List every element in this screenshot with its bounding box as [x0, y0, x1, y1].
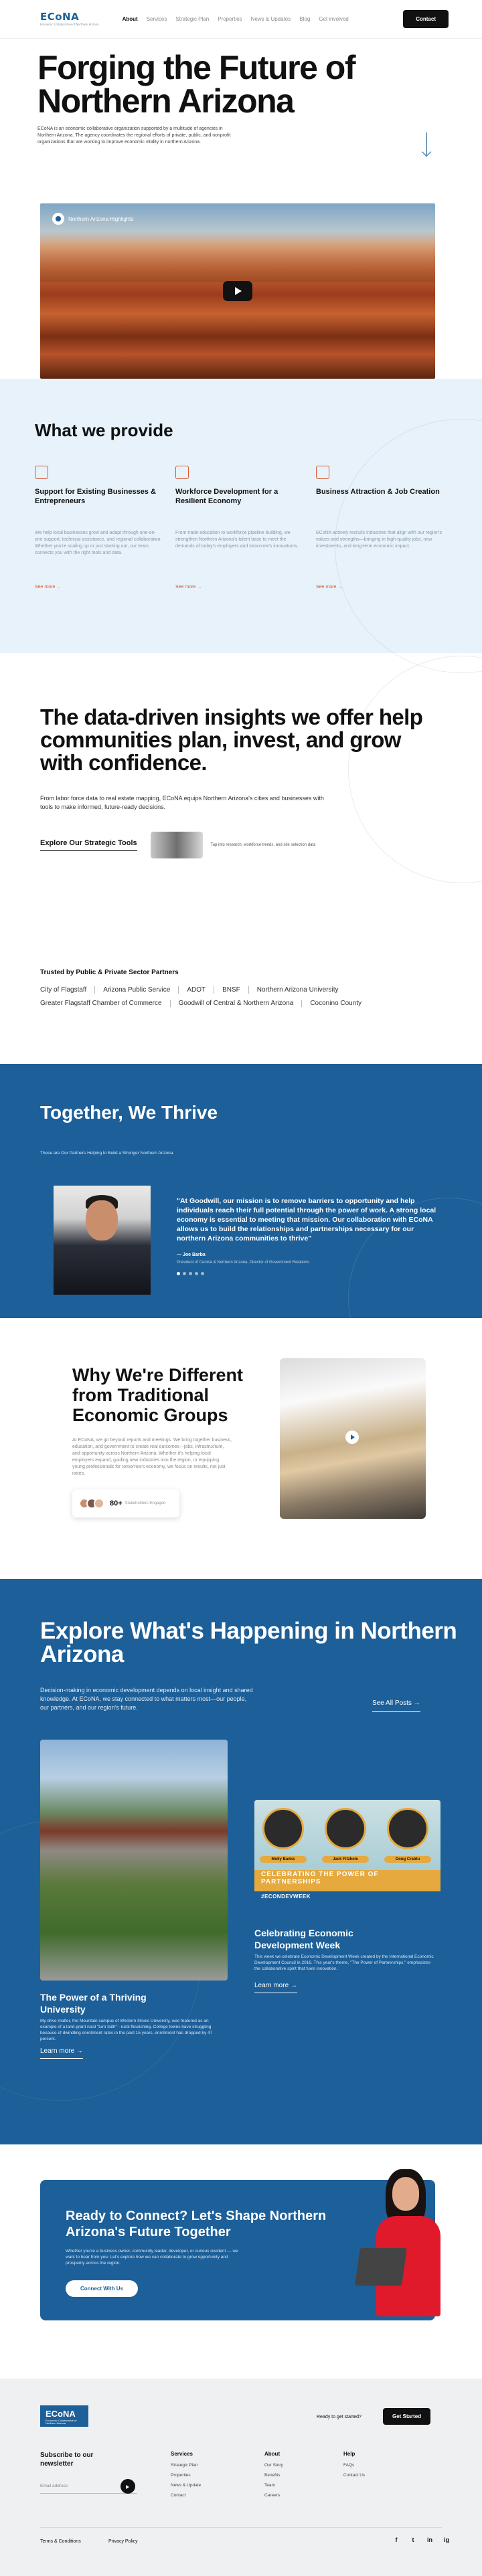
- trusted-title: Trusted by Public & Private Sector Partners: [40, 969, 179, 976]
- logo[interactable]: [40, 12, 99, 26]
- footer-link[interactable]: Contact: [171, 2493, 186, 2498]
- testimonial-photo: [54, 1186, 151, 1295]
- trusted-partners: [40, 969, 455, 1007]
- person-photo: [387, 1808, 428, 1849]
- arrow-down-icon[interactable]: [426, 132, 427, 155]
- ready-text: Ready to get started?: [317, 2415, 362, 2419]
- footer-logo-text: ECoNA: [46, 2409, 76, 2419]
- post-description: My drive matter, the Mountain campus of Western Illinois University, was featured as an example of a land-grant rural "turn faith" - rural flourishing. College towns have struggling because of dwindling enrollment rates in the past 15 years, enrollment has dropped by 47 percent.: [40, 2019, 213, 2041]
- cta-title: Ready to Connect? Let's Shape Northern Arizona's Future Together: [66, 2209, 327, 2239]
- logo-text: ECoNA: [40, 11, 80, 23]
- footer-logo[interactable]: [40, 2405, 88, 2427]
- testimonial-quote: "At Goodwill, our mission is to remove barriers to opportunity and help individuals reach their full potential through the power of work. A strong local economy is essential to meeting that mission. Our collaboration with ECoNA allows us to build the relationships and partnerships necessary for our northern Arizona communities to thrive": [177, 1197, 436, 1243]
- channel-icon: [52, 213, 64, 225]
- nav-blog[interactable]: Blog: [299, 16, 311, 22]
- see-all-posts-link[interactable]: See All Posts →: [372, 1699, 420, 1712]
- footer-link[interactable]: Our Story: [264, 2463, 283, 2468]
- partnership-banner: CELEBRATING THE POWER OF PARTNERSHIPS: [261, 1871, 379, 1885]
- partner-name: Greater Flagstaff Chamber of Commerce: [40, 1000, 162, 1007]
- video-badge-label: Northern Arizona Highlights: [68, 215, 134, 222]
- learn-more-link[interactable]: Learn more →: [254, 1982, 297, 1993]
- stat-value: 80+: [110, 1499, 123, 1507]
- hero-title: Forging the Future of Northern Arizona: [37, 49, 355, 120]
- explore-tools-link[interactable]: Explore Our Strategic Tools: [40, 839, 137, 851]
- privacy-link[interactable]: Privacy Policy: [108, 2539, 138, 2544]
- footer-link[interactable]: Team: [264, 2483, 275, 2488]
- hero: [0, 39, 482, 156]
- learn-more-link[interactable]: Learn more →: [40, 2047, 83, 2059]
- provide-card-title: Workforce Development for a Resilient Economy: [175, 488, 278, 505]
- logo-subtitle: Economic Collaborative of Northern Arizona: [40, 23, 99, 26]
- see-more-link[interactable]: See more →: [316, 585, 343, 589]
- provide-card: [35, 466, 162, 589]
- post-title[interactable]: Celebrating Economic Development Week: [254, 1928, 353, 1950]
- testimonial-author: — Joe Barba: [177, 1253, 206, 1257]
- video-badge: [52, 213, 133, 225]
- partner-list: [40, 986, 455, 1007]
- thumbs-up-icon: [316, 466, 329, 479]
- facebook-icon[interactable]: f: [395, 2537, 398, 2543]
- hero-desc-1: ECoNA is an economic collaborative organization supported by a multitude of agencies in Northern Arizona.: [37, 126, 223, 138]
- play-icon[interactable]: [345, 1431, 359, 1444]
- partner-name: Goodwill of Central & Northern Arizona: [170, 1000, 302, 1007]
- cta-person-image: [362, 2163, 455, 2323]
- contact-button[interactable]: Contact: [403, 10, 449, 28]
- different-description: At ECoNA, we go beyond reports and meetings. We bring together business, education, and government to create real outcomes—jobs, infrastructure, and opportunity across Northern Arizona. Whether it's helping local employers expand, guiding new industries into the region, or equipping young professionals for tomorrow's economy, we focus on results, not just notes.: [72, 1438, 232, 1476]
- carousel-dots: [177, 1272, 204, 1275]
- hashtag: #ECONDEVWEEK: [261, 1894, 311, 1900]
- home-icon: [35, 466, 48, 479]
- testimonial-role: President of Central & Northern Arizona, Director of Government Relations: [177, 1261, 309, 1265]
- instagram-icon[interactable]: ig: [444, 2537, 449, 2543]
- post-description: This week we celebrate Economic Development Week created by the International Economic Development Council in 2016. This year's theme, "The Power of Partnerships," emphasizes the collaborative spirit that fuels innovation.: [254, 1954, 434, 1971]
- newsletter-title: Subscribe to our newsletter: [40, 2452, 94, 2468]
- footer-col-title: Help: [343, 2451, 355, 2457]
- learn-more-label: Learn more: [40, 2047, 75, 2055]
- person-photo: [262, 1808, 304, 1849]
- face: [86, 1200, 118, 1240]
- footer-col-help: [343, 2451, 365, 2483]
- footer-link[interactable]: News & Update: [171, 2483, 202, 2488]
- provide-card-desc: From trade education to workforce pipeline building, we strengthen Northern Arizona's talent base to meet the demands of today's employers and tomorrow's innovations.: [175, 531, 299, 549]
- nav-strategic-plan[interactable]: Strategic Plan: [175, 16, 210, 22]
- stat-label: Stakeholders Engaged: [125, 1501, 166, 1505]
- person-name: Molly Banks: [260, 1856, 307, 1863]
- briefcase-icon: [175, 466, 189, 479]
- nav-news[interactable]: News & Updates: [250, 16, 291, 22]
- footer-col-title: About: [264, 2451, 280, 2457]
- see-more-link[interactable]: See more →: [175, 585, 202, 589]
- subscribe-arrow-icon[interactable]: [120, 2479, 135, 2494]
- campus-image[interactable]: [40, 1740, 228, 1981]
- see-all-label: See All Posts: [372, 1699, 412, 1707]
- carousel-dot[interactable]: [189, 1272, 192, 1275]
- site-footer: [0, 2379, 482, 2576]
- hero-description: [37, 126, 238, 146]
- nav-about[interactable]: About: [122, 16, 138, 22]
- connect-button[interactable]: Connect With Us: [66, 2280, 138, 2297]
- partner-name: Northern Arizona University: [248, 986, 347, 994]
- insights-title: The data-driven insights we offer help communities plan, invest, and grow with confidence.: [40, 705, 423, 775]
- carousel-dot[interactable]: [183, 1272, 186, 1275]
- footer-link[interactable]: Benefits: [264, 2473, 280, 2478]
- provide-card-title: Business Attraction & Job Creation: [316, 488, 440, 496]
- linkedin-icon[interactable]: in: [427, 2537, 432, 2543]
- provide-cards: [35, 466, 443, 589]
- twitter-icon[interactable]: t: [412, 2537, 414, 2543]
- strategic-tools: [40, 832, 442, 858]
- news-lead: Decision-making in economic development depends on local insight and shared knowledge. At ECoNA, we stay connected to what matters most—our people, our partners, and our region's future.: [40, 1687, 253, 1711]
- social-links: [392, 2536, 451, 2544]
- footer-link[interactable]: Contact Us: [343, 2473, 366, 2478]
- provide-title: What we provide: [35, 420, 173, 440]
- footer-col-title: Services: [171, 2451, 193, 2457]
- provide-card-desc: We help local businesses grow and adapt through one-on-one support, technical assistance, and regional collaboration. Whether you're scaling up or just starting out, our team connects you with the right tools and data.: [35, 531, 162, 555]
- get-started-button[interactable]: Get Started: [383, 2408, 430, 2425]
- main-nav: [123, 16, 349, 22]
- provide-card-desc: ECoNA actively recruits industries that align with our region's values and strengths—bringing in high-quality jobs, new investments, and long-term economic impact.: [316, 531, 443, 549]
- partner-name: Coconino County: [301, 1000, 370, 1007]
- see-more-link[interactable]: See more →: [35, 585, 62, 589]
- laptop: [355, 2248, 407, 2286]
- insights: [40, 706, 442, 858]
- see-more-label: See more: [35, 585, 56, 589]
- footer-link[interactable]: FAQs: [343, 2463, 355, 2468]
- cta-description: Whether you're a business owner, community leader, developer, or curious resident — we want to hear from you. Let's explore how we can collaborate to grow opportunity and prosperity across the region.: [66, 2249, 238, 2266]
- provide-card-title: Support for Existing Businesses & Entrepreneurs: [35, 488, 156, 505]
- insights-description: From labor force data to real estate mapping, ECoNA equips Northern Arizona's cities and businesses with tools to make informed, future-ready decisions.: [40, 795, 324, 810]
- hero-desc-2: The agency coordinates the regional efforts of private, public, and nonprofit organizations that are working to improve economic vitality in northern Arizona.: [37, 133, 231, 145]
- carousel-dot[interactable]: [195, 1272, 198, 1275]
- nav-get-involved[interactable]: Get involved: [319, 16, 349, 22]
- site-header: [0, 0, 482, 39]
- news-section: [0, 1579, 482, 2144]
- canyon-ridge: [40, 242, 435, 282]
- stakeholder-stat: [72, 1489, 179, 1517]
- provide-card: [316, 466, 443, 589]
- carousel-dot[interactable]: [177, 1272, 180, 1275]
- nav-services[interactable]: Services: [146, 16, 167, 22]
- email-input[interactable]: Email address: [40, 2479, 137, 2494]
- person-photo: [325, 1808, 366, 1849]
- footer-col-about: [264, 2451, 283, 2503]
- terms-link[interactable]: Terms & Conditions: [40, 2539, 81, 2544]
- partner-name: City of Flagstaff: [40, 986, 87, 994]
- testimonials-title: Together, We Thrive: [40, 1102, 218, 1123]
- play-icon[interactable]: [223, 281, 252, 301]
- avatar: [94, 1498, 104, 1509]
- person-name: Doug Crabtu: [384, 1856, 431, 1863]
- news-title: Explore What's Happening in Northern Arizona: [40, 1618, 457, 1667]
- what-we-provide: [0, 379, 482, 653]
- post-title[interactable]: The Power of a Thriving University: [40, 1992, 147, 2015]
- see-more-label: See more: [175, 585, 196, 589]
- footer-link[interactable]: Careers: [264, 2493, 280, 2498]
- provide-card: [175, 466, 303, 589]
- different-title: Why We're Different from Traditional Economic Groups: [72, 1365, 243, 1425]
- tools-caption: Tap into research, workforce trends, and site selection data: [210, 843, 316, 847]
- footer-link[interactable]: Properties: [171, 2473, 191, 2478]
- hero-video[interactable]: [40, 203, 435, 379]
- nav-properties[interactable]: Properties: [218, 16, 242, 22]
- carousel-dot[interactable]: [201, 1272, 204, 1275]
- footer-logo-subtitle: Economic Collaborative of Northern Arizona: [46, 2419, 77, 2425]
- learn-more-label: Learn more: [254, 1982, 289, 1989]
- footer-col-services: [171, 2451, 201, 2503]
- testimonials-subtitle: These are Our Partners Helping to Build a Stronger Northern Arizona: [40, 1151, 173, 1156]
- partner-name: Arizona Public Service: [94, 986, 178, 994]
- office-video[interactable]: [280, 1358, 426, 1519]
- partner-name: BNSF: [214, 986, 248, 994]
- tools-thumbnail: [151, 832, 203, 858]
- partner-name: ADOT: [178, 986, 214, 994]
- testimonials: [0, 1064, 482, 1318]
- footer-link[interactable]: Strategic Plan: [171, 2463, 198, 2468]
- person-name: Jack Fitzhole: [322, 1856, 369, 1863]
- footer-divider: [40, 2527, 442, 2528]
- econ-week-image[interactable]: [254, 1800, 440, 1917]
- see-more-label: See more: [316, 585, 337, 589]
- face: [392, 2177, 419, 2211]
